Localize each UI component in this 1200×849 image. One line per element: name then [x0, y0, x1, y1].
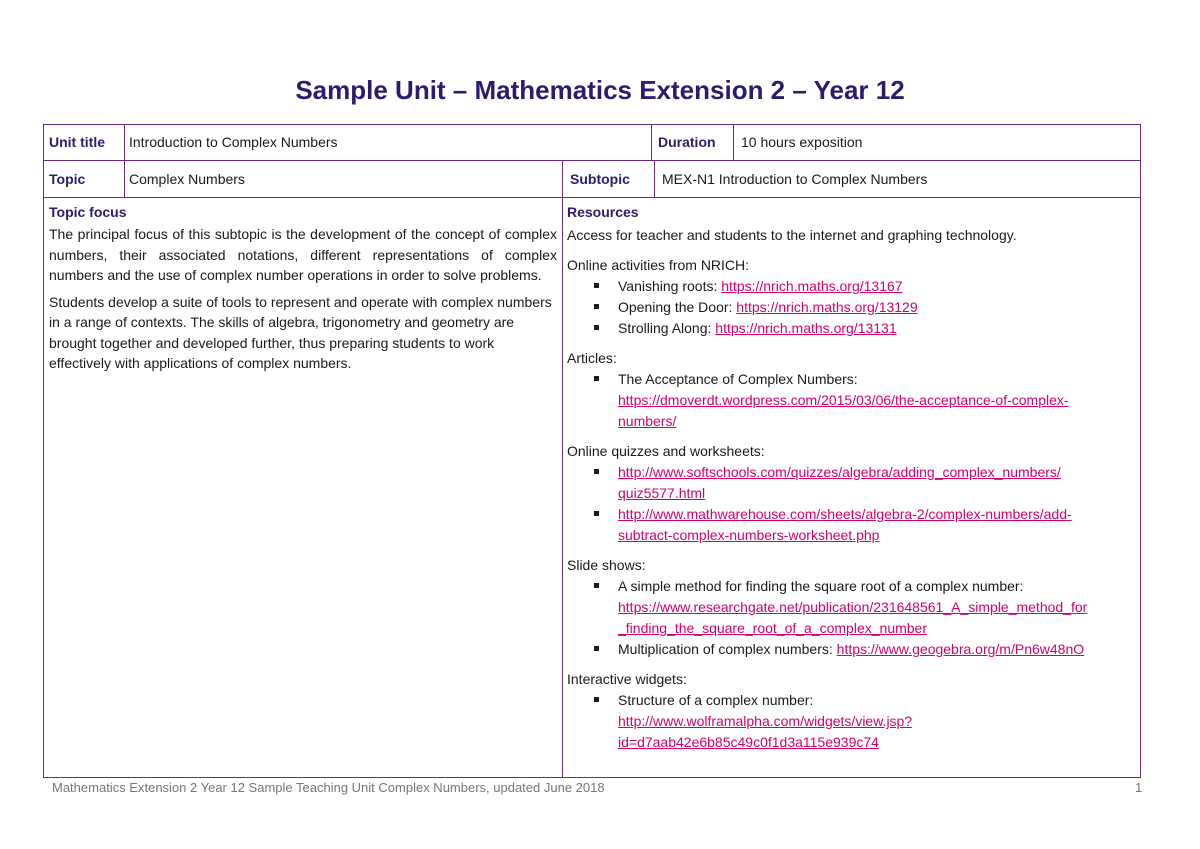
group-title: Online quizzes and worksheets:	[567, 443, 765, 459]
item-text: Vanishing roots:	[618, 278, 722, 294]
group-title: Online activities from NRICH:	[567, 257, 750, 273]
bullet-icon	[594, 376, 599, 381]
column-divider	[562, 160, 563, 777]
item-text: The Acceptance of Complex Numbers:	[618, 371, 858, 387]
bullet-icon	[594, 646, 599, 651]
resource-link[interactable]: id=d7aab42e6b85c49c0f1d3a115e939c74	[618, 734, 879, 750]
topic-value: Complex Numbers	[129, 171, 245, 187]
duration-label: Duration	[658, 134, 716, 150]
bullet-icon	[594, 283, 599, 288]
list-item	[567, 462, 1137, 504]
resource-link[interactable]: https://www.geogebra.org/m/Pn6w48nO	[836, 641, 1085, 657]
resource-link[interactable]: numbers/	[618, 413, 677, 429]
footer-text: Mathematics Extension 2 Year 12 Sample Teaching Unit Complex Numbers, updated June 2018	[52, 780, 605, 795]
resource-link[interactable]: subtract-complex-numbers-worksheet.php	[618, 527, 880, 543]
resource-link[interactable]: https://nrich.maths.org/13129	[736, 299, 918, 315]
bullet-icon	[594, 469, 599, 474]
articles-group	[567, 348, 1137, 432]
unit-title-label: Unit title	[49, 134, 105, 150]
nrich-group	[567, 255, 1137, 339]
list-item	[567, 318, 1137, 339]
unit-table	[43, 124, 1141, 778]
resources-section	[567, 203, 1137, 762]
column-divider	[124, 124, 125, 197]
bullet-icon	[594, 697, 599, 702]
slides-group	[567, 555, 1137, 660]
topic-focus-paragraph: The principal focus of this subtopic is the development of the concept of complex numbers, their associated notations, different representations of complex numbers and the use of complex number operations in order to solve problems.	[49, 226, 557, 283]
resource-link[interactable]: http://www.softschools.com/quizzes/algebra/adding_complex_numbers/	[618, 464, 1061, 480]
subtopic-label: Subtopic	[570, 171, 630, 187]
column-divider	[733, 124, 734, 160]
item-text: Strolling Along:	[618, 320, 716, 336]
row-divider	[43, 160, 1141, 161]
bullet-icon	[594, 511, 599, 516]
row-divider	[43, 197, 1141, 198]
item-text: Structure of a complex number:	[618, 692, 814, 708]
column-divider	[651, 124, 652, 160]
item-text: A simple method for finding the square root of a complex number:	[618, 578, 1024, 594]
list-item	[567, 639, 1137, 660]
topic-label: Topic	[49, 171, 86, 187]
resources-intro: Access for teacher and students to the internet and graphing technology.	[567, 227, 1017, 243]
list-item	[567, 276, 1137, 297]
page-title: Sample Unit – Mathematics Extension 2 – Year 12	[295, 75, 905, 105]
unit-title-value: Introduction to Complex Numbers	[129, 134, 338, 150]
page-number: 1	[1135, 780, 1143, 795]
topic-focus-heading: Topic focus	[49, 204, 127, 220]
resource-link[interactable]: https://nrich.maths.org/13131	[715, 320, 897, 336]
list-item	[567, 576, 1137, 639]
table-border-left	[43, 124, 44, 778]
bullet-icon	[594, 583, 599, 588]
list-item	[567, 297, 1137, 318]
resource-link[interactable]: http://www.wolframalpha.com/widgets/view.jsp?	[618, 713, 913, 729]
column-divider	[654, 160, 655, 197]
subtopic-value: MEX-N1 Introduction to Complex Numbers	[662, 171, 928, 187]
resources-heading: Resources	[567, 204, 639, 220]
list-item	[567, 504, 1137, 546]
table-border-bottom	[43, 777, 1141, 778]
topic-focus-section	[49, 203, 557, 380]
table-border-right	[1140, 124, 1141, 778]
list-item	[567, 369, 1137, 432]
resource-link[interactable]: quiz5577.html	[618, 485, 706, 501]
duration-value: 10 hours exposition	[741, 134, 863, 150]
item-text: Opening the Door:	[618, 299, 737, 315]
table-border-top	[43, 124, 1141, 125]
resource-link[interactable]: https://nrich.maths.org/13167	[721, 278, 903, 294]
bullet-icon	[594, 304, 599, 309]
item-text: Multiplication of complex numbers:	[618, 641, 837, 657]
resource-link[interactable]: https://dmoverdt.wordpress.com/2015/03/06/the-acceptance-of-complex-	[618, 392, 1069, 408]
resource-link[interactable]: _finding_the_square_root_of_a_complex_number	[618, 620, 927, 636]
group-title: Interactive widgets:	[567, 671, 687, 687]
resource-link[interactable]: https://www.researchgate.net/publication/231648561_A_simple_method_for	[618, 599, 1088, 615]
widgets-group	[567, 669, 1137, 753]
quizzes-group	[567, 441, 1137, 546]
list-item	[567, 690, 1137, 753]
group-title: Articles:	[567, 350, 617, 366]
group-title: Slide shows:	[567, 557, 646, 573]
resource-link[interactable]: http://www.mathwarehouse.com/sheets/algebra-2/complex-numbers/add-	[618, 506, 1072, 522]
topic-focus-paragraph: Students develop a suite of tools to represent and operate with complex numbers in a range of contexts. The skills of algebra, trigonometry and geometry are brought together and developed further, thus preparing students to work effectively with applications of complex numbers.	[49, 293, 552, 371]
bullet-icon	[594, 325, 599, 330]
